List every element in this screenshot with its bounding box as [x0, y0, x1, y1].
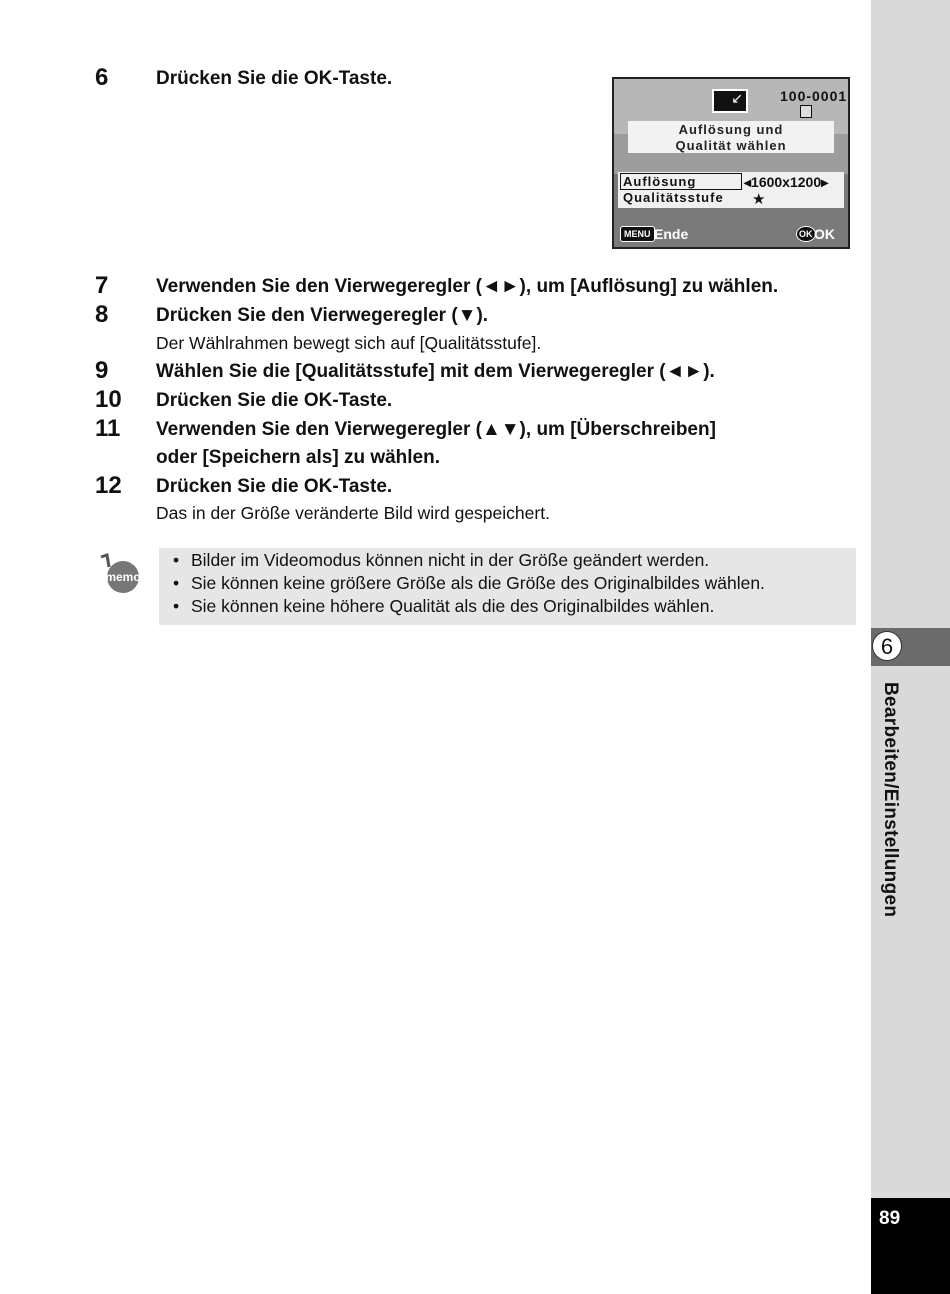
chapter-number: 6: [872, 631, 902, 661]
step-text: Verwenden Sie den Vierwegeregler (◄►), um [Auflösung] zu wählen.: [156, 276, 779, 297]
menu-title-line2: Qualität wählen: [675, 138, 787, 153]
step-number: 8: [95, 301, 109, 328]
resolution-value: ◂1600x1200▸: [744, 174, 829, 190]
step-text: Wählen Sie die [Qualitätsstufe] mit dem Vierwegeregler (◄►).: [156, 361, 715, 382]
quality-star-icon: ★: [752, 191, 766, 208]
menu-button-icon: MENU: [620, 226, 655, 242]
camera-screen: [612, 77, 850, 249]
step-subtext: Das in der Größe veränderte Bild wird gespeichert.: [156, 503, 550, 523]
step-number: 6: [95, 64, 109, 91]
step-number: 12: [95, 472, 122, 499]
menu-row-quality: Qualitätsstufe: [623, 190, 724, 205]
memo-panel: [159, 548, 856, 625]
step-number: 9: [95, 357, 109, 384]
screen-bottom-bar: [614, 223, 848, 249]
step-number: 11: [95, 415, 121, 442]
step-text: Verwenden Sie den Vierwegeregler (▲▼), um [Überschreiben]: [156, 419, 716, 440]
ok-button-icon: OK: [796, 226, 816, 242]
memo-item: • Sie können keine größere Größe als die Größe des Originalbildes wählen.: [173, 573, 765, 593]
step-text: Drücken Sie die OK-Taste.: [156, 68, 393, 89]
memo-item: • Sie können keine höhere Qualität als die des Originalbildes wählen.: [173, 596, 715, 616]
resize-icon: ↙: [712, 89, 748, 113]
step-text-continued: oder [Speichern als] zu wählen.: [156, 447, 441, 468]
step-number: 10: [95, 386, 122, 413]
step-text: Drücken Sie die OK-Taste.: [156, 390, 393, 411]
ok-button-label: OK: [814, 226, 835, 242]
step-subtext: Der Wählrahmen bewegt sich auf [Qualitätsstufe].: [156, 333, 542, 353]
menu-options: [618, 172, 844, 208]
protect-icon: [800, 105, 812, 118]
menu-title: [628, 121, 834, 153]
step-text: Drücken Sie die OK-Taste.: [156, 476, 393, 497]
step-number: 7: [95, 272, 109, 299]
menu-button-label: Ende: [654, 226, 689, 242]
chapter-title: Bearbeiten/Einstellungen: [880, 682, 901, 918]
menu-title-line1: Auflösung und: [678, 122, 784, 137]
memo-icon: [97, 553, 145, 595]
file-number: 100-0001: [780, 88, 848, 104]
memo-item: • Bilder im Videomodus können nicht in der Größe geändert werden.: [173, 550, 710, 570]
memo-icon-label: memo: [105, 570, 141, 584]
step-text: Drücken Sie den Vierwegeregler (▼).: [156, 305, 489, 326]
menu-row-resolution: Auflösung: [620, 173, 742, 190]
page-number: 89: [879, 1208, 901, 1229]
